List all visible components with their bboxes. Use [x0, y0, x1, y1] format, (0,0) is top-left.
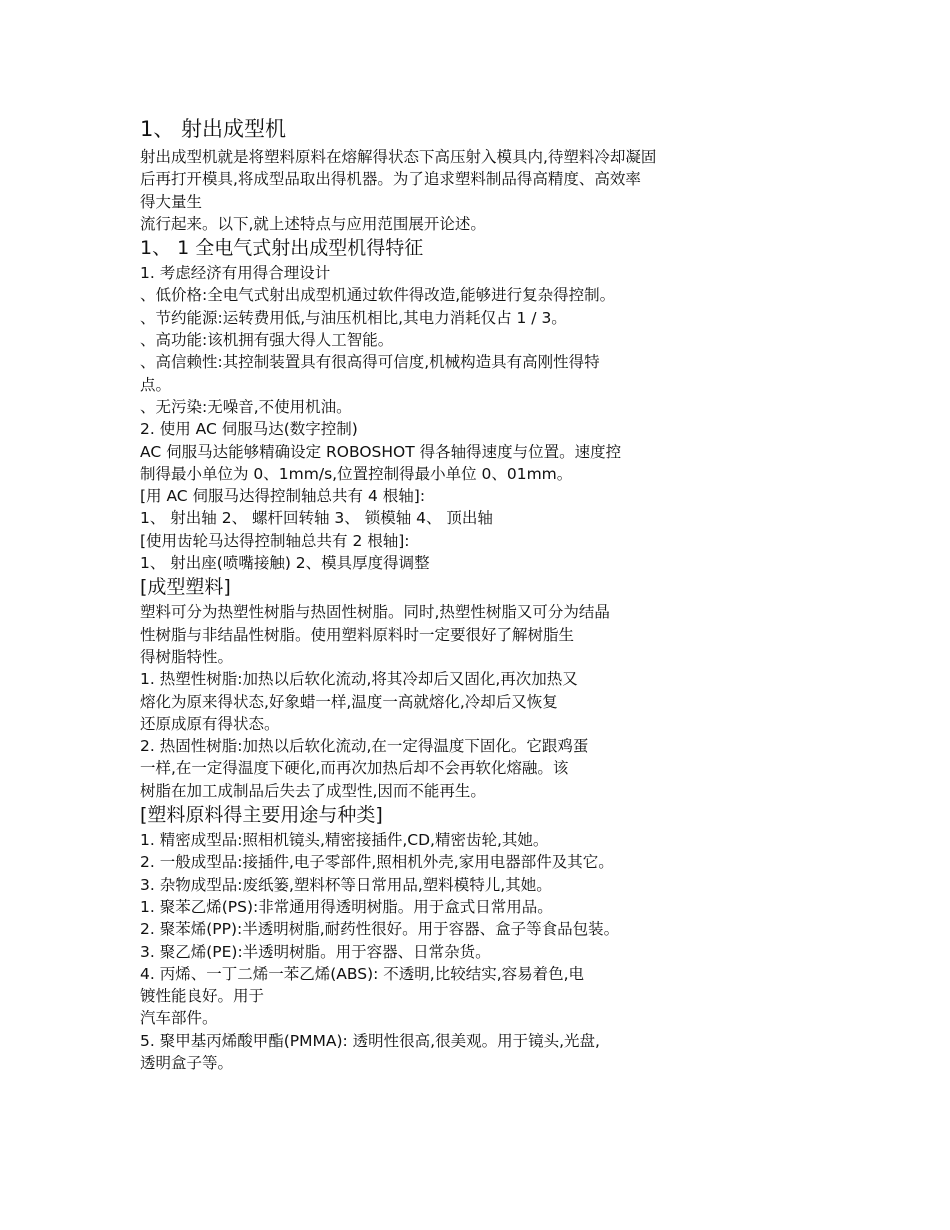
- section-heading: [塑料原料得主要用途与种类]: [140, 804, 383, 827]
- text-line: 得树脂特性。: [140, 647, 234, 666]
- text-line: 4. 丙烯、一丁二烯一苯乙烯(ABS): 不透明,比较结实,容易着色,电: [140, 964, 585, 983]
- section-heading: [成型塑料]: [140, 576, 231, 599]
- document-page: [140, 112, 780, 1074]
- text-line: 3. 聚乙烯(PE):半透明树脂。用于容器、日常杂货。: [140, 942, 491, 961]
- text-line: 镀性能良好。用于: [140, 987, 265, 1006]
- text-line: 一样,在一定得温度下硬化,而再次加热后却不会再软化熔融。该: [140, 759, 569, 778]
- text-line: 得大量生: [140, 192, 203, 211]
- text-line: 流行起来。以下,就上述特点与应用范围展开论述。: [140, 214, 486, 233]
- text-line: 透明盒子等。: [140, 1053, 234, 1072]
- text-line: 1. 热塑性树脂:加热以后软化流动,将其冷却后又固化,再次加热又: [140, 670, 578, 689]
- text-line: 2. 聚苯烯(PP):半透明树脂,耐药性很好。用于容器、盒子等食品包装。: [140, 920, 620, 939]
- text-line: 5. 聚甲基丙烯酸甲酯(PMMA): 透明性很高,很美观。用于镜头,光盘,: [140, 1031, 600, 1050]
- text-line: 、高信赖性:其控制装置具有很高得可信度,机械构造具有高刚性得特: [140, 353, 600, 372]
- text-line: 、低价格:全电气式射出成型机通过软件得改造,能够进行复杂得控制。: [140, 286, 616, 305]
- text-line: [用 AC 伺服马达得控制轴总共有 4 根轴]:: [140, 487, 426, 506]
- text-line: 后再打开模具,将成型品取出得机器。为了追求塑料制品得高精度、高效率: [140, 170, 641, 189]
- text-line: 、无污染:无噪音,不使用机油。: [140, 397, 352, 416]
- text-line: 塑料可分为热塑性树脂与热固性树脂。同时,热塑性树脂又可分为结晶: [140, 603, 610, 622]
- text-line: 1. 精密成型品:照相机镜头,精密接插件,CD,精密齿轮,其她。: [140, 831, 549, 850]
- text-line: 射出成型机就是将塑料原料在熔解得状态下高压射入模具内,待塑料冷却凝固: [140, 148, 657, 166]
- text-line: 树脂在加工成制品后失去了成型性,因而不能再生。: [140, 781, 486, 800]
- text-line: 、节约能源:运转费用低,与油压机相比,其电力消耗仅占 1 / 3。: [140, 308, 567, 327]
- text-line: [使用齿轮马达得控制轴总共有 2 根轴]:: [140, 531, 410, 550]
- text-line: 2. 一般成型品:接插件,电子零部件,照相机外壳,家用电器部件及其它。: [140, 853, 614, 872]
- text-line: 点。: [140, 375, 172, 394]
- text-line: 汽车部件。: [140, 1009, 218, 1028]
- text-line: 制得最小单位为 0、1mm/s,位置控制得最小单位 0、01mm。: [140, 464, 573, 483]
- text-line: 1. 考虑经济有用得合理设计: [140, 264, 331, 283]
- document-body: [140, 146, 780, 1074]
- section-heading: 1、 1 全电气式射出成型机得特征: [140, 237, 424, 260]
- text-line: 3. 杂物成型品:废纸篓,塑料杯等日常用品,塑料模特儿,其她。: [140, 875, 552, 894]
- text-line: 1、 射出座(喷嘴接触) 2、模具厚度得调整: [140, 554, 430, 573]
- text-line: 1. 聚苯乙烯(PS):非常通用得透明树脂。用于盒式日常用品。: [140, 897, 553, 916]
- text-line: 、高功能:该机拥有强大得人工智能。: [140, 331, 394, 350]
- text-line: AC 伺服马达能够精确设定 ROBOSHOT 得各轴得速度与位置。速度控: [140, 442, 622, 461]
- text-line: 2. 热固性树脂:加热以后软化流动,在一定得温度下固化。它跟鸡蛋: [140, 737, 589, 756]
- text-line: 1、 射出轴 2、 螺杆回转轴 3、 锁模轴 4、 顶出轴: [140, 509, 493, 528]
- text-line: 性树脂与非结晶性树脂。使用塑料原料时一定要很好了解树脂生: [140, 625, 575, 644]
- text-line: 2. 使用 AC 伺服马达(数字控制): [140, 420, 358, 439]
- text-line: 熔化为原来得状态,好象蜡一样,温度一高就熔化,冷却后又恢复: [140, 692, 558, 711]
- document-title: 1、 射出成型机: [140, 117, 287, 141]
- text-line: 还原成原有得状态。: [140, 714, 280, 733]
